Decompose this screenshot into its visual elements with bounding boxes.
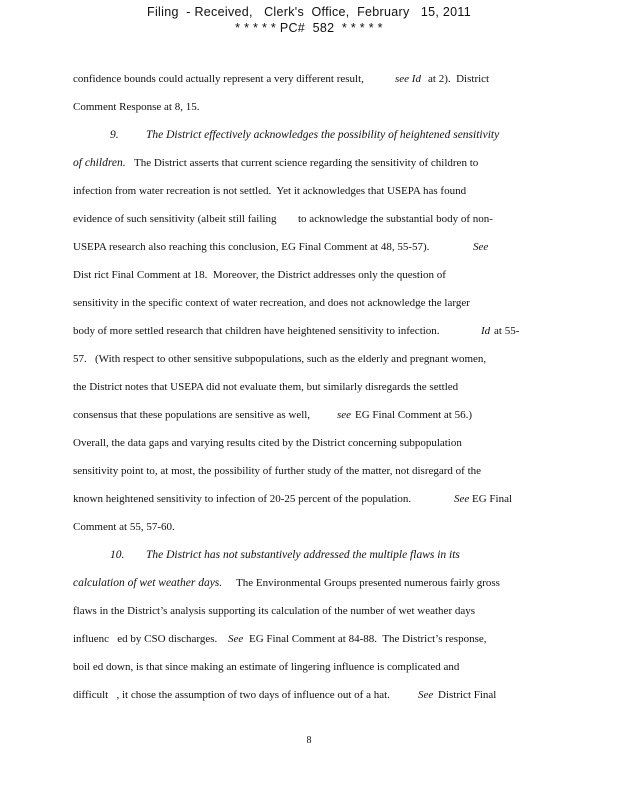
text-line: 57. (With respect to other sensitive subpopulations, such as the elderly and pregnant women, <box>73 353 487 365</box>
page-number: 8 <box>306 735 312 746</box>
text-line: the District notes that USEPA did not evaluate them, but similarly disregards the settled <box>73 381 459 393</box>
text-line: known heightened sensitivity to infection of 20-25 percent of the population. See EG Final <box>73 493 513 505</box>
text-line: flaws in the District’s analysis supporting its calculation of the number of wet weather days <box>73 605 476 617</box>
text-line: boil ed down, is that since making an estimate of lingering influence is complicated and <box>73 661 460 673</box>
text-line: body of more settled research that children have heightened sensitivity to infection. Id at 55- <box>73 325 520 337</box>
text-line: Dist rict Final Comment at 18. Moreover, the District addresses only the question of <box>73 269 446 281</box>
text-line: USEPA research also reaching this conclusion, EG Final Comment at 48, 55-57). See <box>73 241 489 253</box>
text-line: infection from water recreation is not settled. Yet it acknowledges that USEPA has found <box>73 185 467 197</box>
filing-header: Filing - Received, Clerk's Office, February 15, 2011 <box>147 5 471 19</box>
paragraph-heading: 9. The District effectively acknowledges the possibility of heightened sensitivity <box>110 129 500 141</box>
text-line: sensitivity point to, at most, the possibility of further study of the matter, not disregard of the <box>73 465 482 477</box>
text-line: of children. The District asserts that current science regarding the sensitivity of children to <box>73 157 479 169</box>
text-line: consensus that these populations are sensitive as well, see EG Final Comment at 56.) <box>73 409 473 421</box>
pc-number-header: * * * * * PC# 582 * * * * * <box>235 21 383 35</box>
text-line: difficult , it chose the assumption of two days of influence out of a hat. See District Final <box>73 689 497 701</box>
paragraph-heading: 10. The District has not substantively addressed the multiple flaws in its <box>110 549 460 561</box>
text-line: influenc ed by CSO discharges. See EG Final Comment at 84-88. The District’s response, <box>73 633 487 645</box>
text-line: sensitivity in the specific context of water recreation, and does not acknowledge the larger <box>73 297 470 309</box>
text-line: confidence bounds could actually represent a very different result, see Id at 2). District <box>73 73 490 85</box>
text-line: calculation of wet weather days. The Environmental Groups presented numerous fairly gross <box>73 577 500 589</box>
text-line: evidence of such sensitivity (albeit still failing to acknowledge the substantial body of non- <box>73 213 493 225</box>
text-line: Overall, the data gaps and varying results cited by the District concerning subpopulation <box>73 437 462 449</box>
text-line: Comment at 55, 57-60. <box>73 521 175 533</box>
text-line: Comment Response at 8, 15. <box>73 101 200 113</box>
